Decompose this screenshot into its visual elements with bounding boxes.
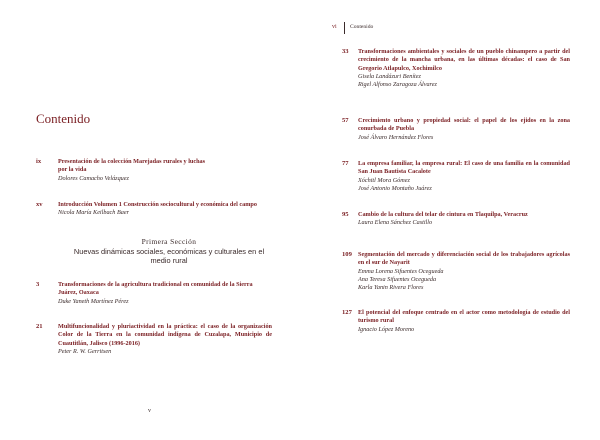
entry-page-number: 77 (342, 160, 349, 167)
section-subtitle: Nuevas dinámicas sociales, económicas y culturales en el medio rural (73, 246, 265, 265)
entry-author: José Álvaro Hernández Flores (358, 133, 434, 141)
page-title: Contenido (36, 111, 91, 126)
entry-author: Xóchitl Mora Gómez (358, 176, 410, 184)
right-page (300, 0, 600, 440)
entry-title: Crecimiento urbano y propiedad social: el papel de los ejidos en la zona conurbada de Puebla (358, 117, 570, 133)
entry-author: Duke Yaneth Martínez Pérez (58, 297, 129, 305)
entry-author: Dolores Camacho Velázquez (58, 174, 129, 182)
entry-page-number: 127 (342, 309, 352, 316)
entry-title: Presentación de la colección Marejadas rurales y luchas por la vida (58, 158, 206, 174)
entry-title: Transformaciones de la agricultura tradicional en comunidad de la Sierra Juárez, Oaxaca (58, 281, 253, 297)
entry-title: Segmentación del mercado y diferenciación social de los trabajadores agrícolas en el sur de Nayarit (358, 251, 570, 267)
entry-author: Karla Yanin Rivera Flores (358, 284, 424, 292)
entry-title: Multifuncionalidad y pluriactividad en la práctica: el caso de la organización Color de la Tierra en la comunidad indígena de Cuzalapa, Municipio de Cuautitlán, Jalisco (1996-2016) (58, 323, 272, 347)
header-divider (344, 22, 345, 34)
entry-title: La empresa familiar, la empresa rural: El caso de una familia en la comunidad San Juan Bautista Cacalote (358, 160, 570, 176)
entry-title: Transformaciones ambientales y sociales de un pueblo chinampero a partir del crecimiento de la mancha urbana, en las últimas décadas: el caso de San Gregorio Atlapulco, Xochimilco (358, 48, 570, 72)
entry-author: Ana Teresa Sifuentes Ocegueda (358, 275, 437, 283)
section-heading (66, 237, 272, 265)
entry-author: Nicola María Keilbach Baer (58, 209, 129, 217)
entry-title: Introducción Volumen 1 Construcción sociocultural y económica del campo (58, 201, 257, 208)
entry-page-number: 109 (342, 251, 352, 258)
entry-page-number: 33 (342, 48, 349, 55)
entry-author: Gisela Landázuri Benítez (358, 72, 421, 80)
section-label: Primera Sección (141, 237, 197, 246)
page-folio: v (148, 408, 151, 414)
entry-author: José Antonio Montaño Juárez (358, 184, 432, 192)
entry-page-number: xv (36, 201, 43, 208)
entry-page-number: 3 (36, 281, 40, 288)
entry-page-number: 57 (342, 117, 349, 124)
entry-author: Emma Lorena Sifuentes Ocegueda (358, 267, 444, 275)
header-title: Contenido (350, 24, 374, 30)
entry-title: El potencial del enfoque centrado en el actor como metodología de estudio del turismo rural (358, 309, 570, 325)
entry-author: Rigel Alfonso Zaragoza Álvarez (358, 81, 437, 89)
entry-page-number: ix (36, 158, 42, 165)
entry-author: Ignacio López Moreno (358, 325, 415, 333)
entry-author: Peter R. W. Gerritsen (58, 347, 112, 355)
entry-title: Cambio de la cultura del telar de cintura en Tlaquilpa, Veracruz (358, 211, 528, 218)
entry-page-number: 95 (342, 211, 349, 218)
entry-page-number: 21 (36, 323, 43, 330)
header-page-number: vi (332, 24, 337, 30)
entry-author: Laura Elena Sánchez Castillo (358, 219, 433, 227)
